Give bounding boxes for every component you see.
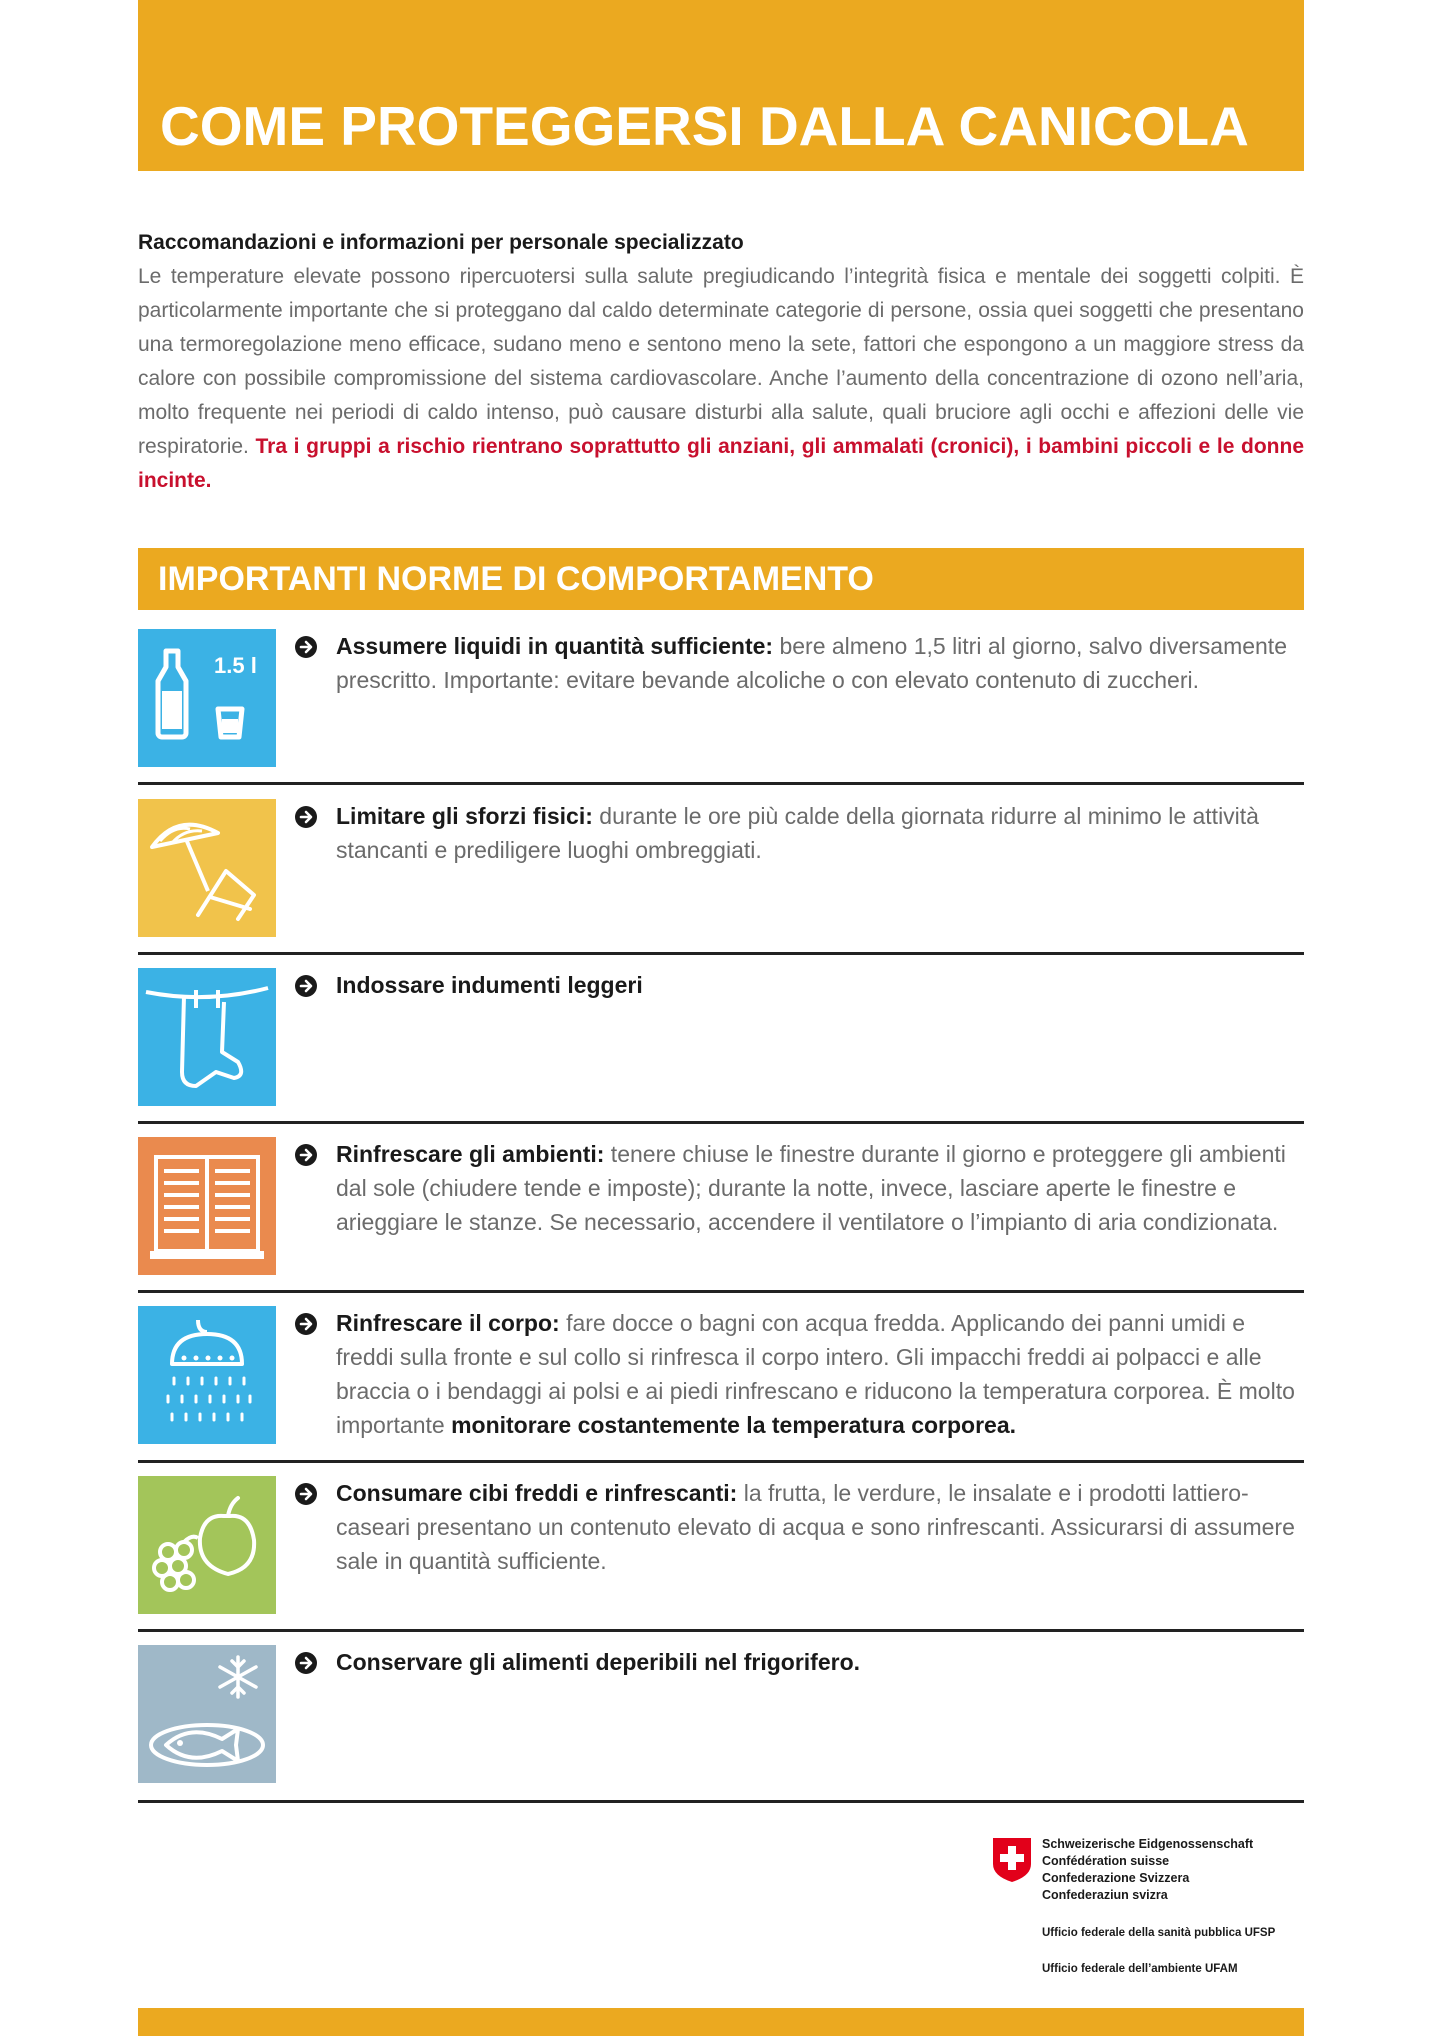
divider — [138, 1121, 1304, 1124]
tip-content — [294, 1306, 1304, 1442]
confederation-rm: Confederaziun svizra — [1042, 1888, 1168, 1902]
tip-heading: Rinfrescare gli ambienti: — [336, 1141, 605, 1167]
section-title: IMPORTANTI NORME DI COMPORTAMENTO — [158, 560, 874, 598]
tip-content — [294, 629, 1304, 697]
tip-text — [336, 1476, 1304, 1578]
intro-body-text: Le temperature elevate possono ripercuotersi sulla salute pregiudicando l’integrità fisica e mentale dei soggetti colpiti. È particolarmente importante che si proteggano dal caldo determinate categorie di persone, ossia quei soggetti che presentano una termoregolazione meno efficace, sudano meno e sentono meno la sete, fattori che espongono a un maggiore stress da calore con possibile compromissione del sistema cardiovascolare. Anche l’aumento della concentrazione di ozono nell’aria, molto frequente nei periodi di caldo intenso, può causare disturbi alla salute, quali bruciore agli occhi e affezioni delle vie respiratorie. — [138, 265, 1304, 458]
tip-heading: Assumere liquidi in quantità sufficiente: — [336, 633, 774, 659]
arrow-right-circle-icon — [294, 974, 318, 998]
tip-text — [336, 1645, 1304, 1679]
intro-section — [138, 226, 1304, 498]
intro-risk-groups: Tra i gruppi a rischio rientrano soprattutto gli anziani, gli ammalati (cronici), i bambini piccoli e le donne incinte. — [138, 435, 1304, 492]
tip-description: la frutta, le verdure, le insalate e i prodotti lattiero-caseari presentano un contenuto elevato di acqua e sono rinfrescanti. Assicurarsi di assumere sale in quantità sufficiente. — [336, 1480, 1295, 1574]
tip-content — [294, 968, 1304, 1002]
arrow-right-circle-icon — [294, 805, 318, 829]
title-banner — [138, 0, 1304, 171]
page-title: COME PROTEGGERSI DALLA CANICOLA — [160, 95, 1249, 158]
tip-heading: Limitare gli sforzi fisici: — [336, 803, 593, 829]
tip-content — [294, 1137, 1304, 1239]
confederation-de: Schweizerische Eidgenossenschaft — [1042, 1837, 1254, 1851]
tip-heading: Consumare cibi freddi e rinfrescanti: — [336, 1480, 738, 1506]
confederation-it: Confederazione Svizzera — [1042, 1871, 1190, 1885]
office-ufam: Ufficio federale dell’ambiente UFAM — [1042, 1963, 1238, 1975]
tip-heading: Indossare indumenti leggeri — [336, 972, 643, 998]
tip-content — [294, 1645, 1304, 1679]
swiss-cross-icon — [993, 1838, 1031, 1882]
bottom-bar — [138, 2008, 1304, 2036]
divider — [138, 1460, 1304, 1463]
section-banner — [138, 548, 1304, 610]
parasol-deckchair-icon — [138, 799, 276, 937]
tip-emphasis: monitorare costantemente la temperatura corporea. — [451, 1412, 1017, 1438]
confederation-fr: Confédération suisse — [1042, 1854, 1170, 1868]
tip-heading: Rinfrescare il corpo: — [336, 1310, 560, 1336]
tip-content — [294, 1476, 1304, 1578]
divider — [138, 1290, 1304, 1293]
divider — [138, 782, 1304, 785]
tip-description: tenere chiuse le finestre durante il giorno e proteggere gli ambienti dal sole (chiudere tende e imposte); durante la notte, invece, lasciare aperte le finestre e arieggiare le stanze. Se necessario, accendere il ventilatore o l’impianto di aria condizionata. — [336, 1141, 1286, 1235]
svg-text:1.5 l: 1.5 l — [214, 653, 257, 678]
tip-text — [336, 629, 1304, 697]
arrow-right-circle-icon — [294, 635, 318, 659]
intro-subtitle: Raccomandazioni e informazioni per personale specializzato — [138, 231, 744, 254]
bottle-glass-icon — [138, 629, 276, 767]
arrow-right-circle-icon — [294, 1312, 318, 1336]
divider — [138, 1629, 1304, 1632]
window-shutters-icon — [138, 1137, 276, 1275]
fruit-icon — [138, 1476, 276, 1614]
fish-snowflake-icon — [138, 1645, 276, 1783]
arrow-right-circle-icon — [294, 1143, 318, 1167]
intro-paragraph — [138, 260, 1304, 498]
tip-description: bere almeno 1,5 litri al giorno, salvo diversamente prescritto. Importante: evitare bevande alcoliche o con elevato contenuto di zuccheri. — [336, 633, 1287, 693]
shower-icon — [138, 1306, 276, 1444]
tip-text — [336, 799, 1304, 867]
divider — [138, 952, 1304, 955]
tip-description: fare docce o bagni con acqua fredda. Applicando dei panni umidi e freddi sulla fronte e sul collo si rinfresca il corpo intero. Gli impacchi freddi ai polpacci e alle braccia o i bendaggi ai polsi e ai piedi rinfrescano e riducono la temperatura corporea. È molto importante — [336, 1310, 1295, 1438]
office-ufsp: Ufficio federale della sanità pubblica UFSP — [1042, 1927, 1276, 1939]
divider — [138, 1800, 1304, 1803]
clothesline-icon — [138, 968, 276, 1106]
tip-description: durante le ore più calde della giornata ridurre al minimo le attività stancanti e prediligere luoghi ombreggiati. — [336, 803, 1259, 863]
tip-text — [336, 1306, 1304, 1442]
tip-text — [336, 1137, 1304, 1239]
confederation-lines — [1042, 1836, 1253, 1904]
tip-heading: Conservare gli alimenti deperibili nel frigorifero. — [336, 1649, 861, 1675]
arrow-right-circle-icon — [294, 1482, 318, 1506]
tip-text — [336, 968, 1304, 1002]
tip-content — [294, 799, 1304, 867]
arrow-right-circle-icon — [294, 1651, 318, 1675]
